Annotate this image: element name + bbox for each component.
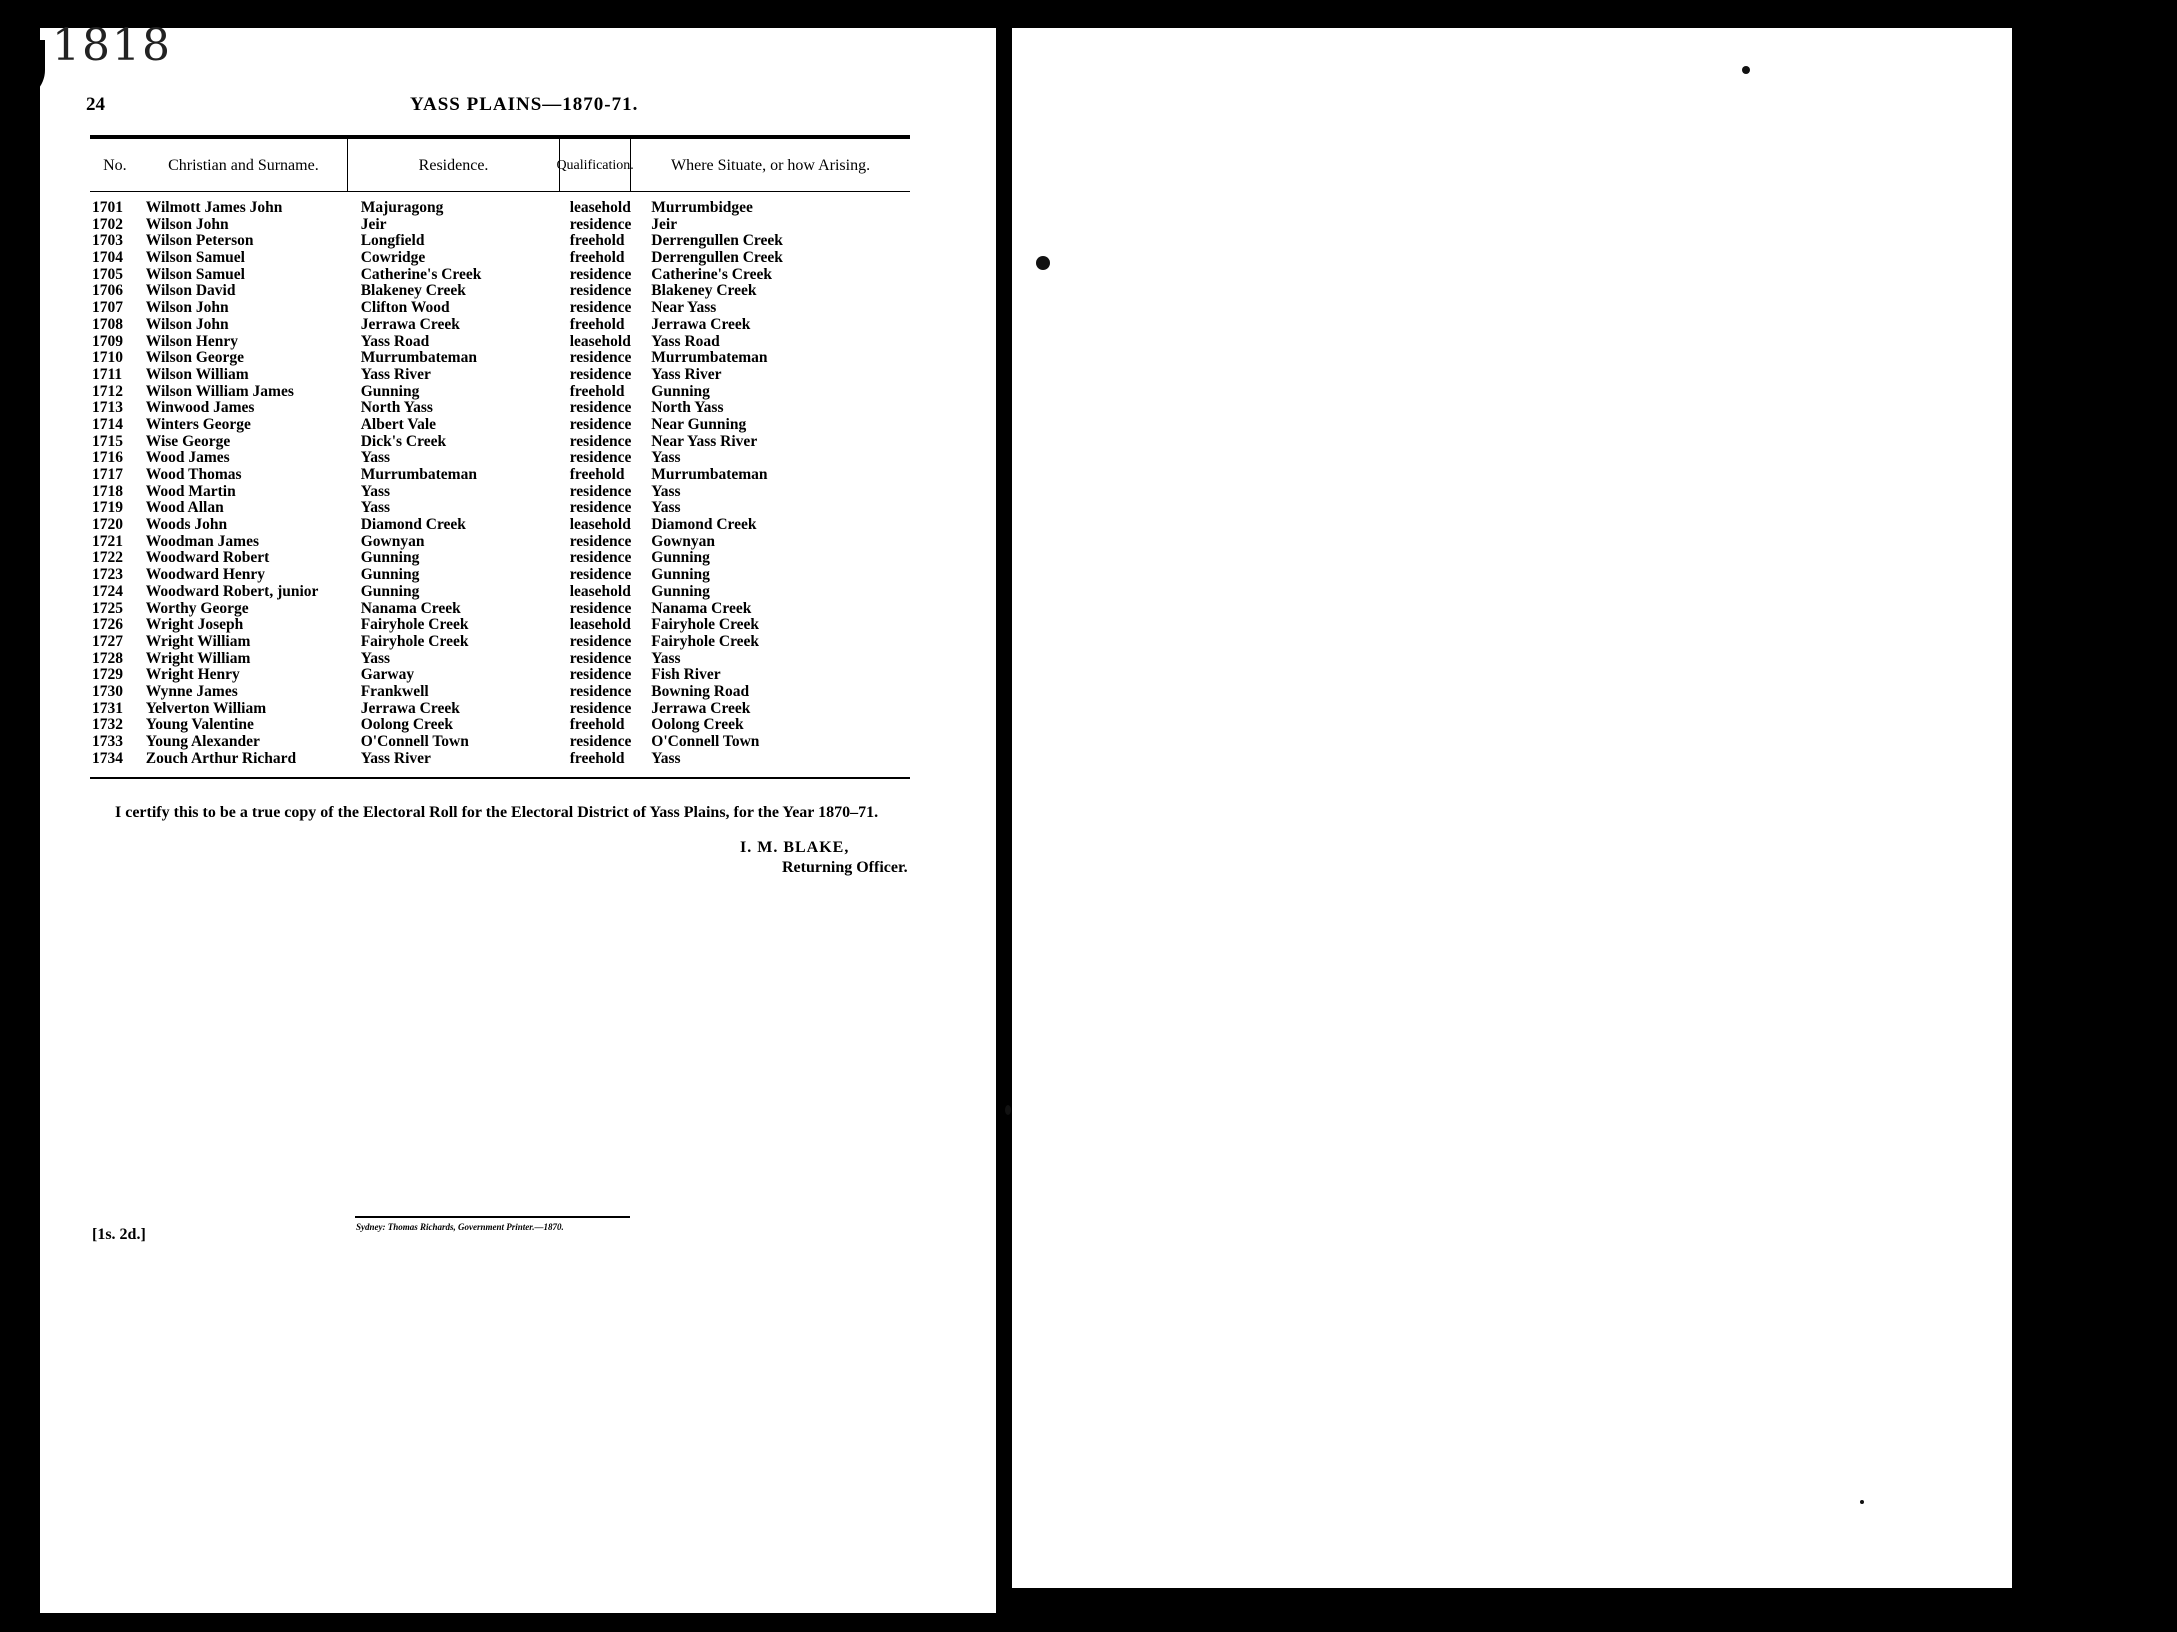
cell-qualification: freehold	[569, 717, 625, 734]
table-row	[90, 534, 910, 551]
cell-name: Wilson Peterson	[145, 233, 254, 250]
cell-qualification: residence	[569, 533, 632, 550]
cell-residence: Albert Vale	[360, 416, 437, 433]
cell-residence: Yass	[360, 483, 391, 500]
cell-residence: Yass	[360, 500, 391, 517]
cell-number: 1712	[92, 383, 123, 400]
column-header-name: Christian and Surname.	[140, 139, 348, 191]
table-row	[90, 200, 910, 217]
cell-name: Yelverton William	[145, 700, 267, 717]
cell-qualification: residence	[569, 450, 632, 467]
table-body	[90, 192, 910, 767]
cell-number: 1722	[92, 550, 123, 567]
archive-stamp-number: 1818	[52, 20, 172, 71]
printer-imprint: Sydney: Thomas Richards, Government Printer.—1870.	[356, 1222, 564, 1232]
cell-qualification: leasehold	[569, 617, 631, 634]
cell-name: Wilson Samuel	[145, 250, 245, 267]
cell-name: Wood Thomas	[145, 467, 242, 483]
table-row	[90, 651, 910, 668]
table-bottom-rule	[90, 777, 910, 779]
cell-name: Woodward Robert	[145, 550, 270, 567]
table-row	[90, 334, 910, 351]
cell-qualification: freehold	[569, 316, 625, 333]
cell-number: 1704	[92, 250, 123, 267]
cell-name: Wilson David	[145, 283, 236, 300]
cell-name: Wilson George	[145, 350, 245, 367]
table-row	[90, 467, 910, 484]
table-row	[90, 717, 910, 734]
ink-speck	[1036, 256, 1050, 270]
cell-residence: Diamond Creek	[360, 517, 466, 534]
cell-qualification: leasehold	[569, 583, 631, 600]
cell-where-situate: Murrumbateman	[651, 350, 768, 367]
cell-residence: Gunning	[360, 550, 420, 567]
cell-where-situate: Gunning	[651, 550, 710, 567]
cell-number: 1718	[92, 483, 123, 500]
table-row	[90, 267, 910, 284]
cell-name: Worthy George	[145, 600, 249, 617]
cell-name: Wilson John	[145, 316, 229, 333]
cell-name: Wilson Samuel	[145, 266, 245, 283]
cell-residence: Oolong Creek	[360, 717, 453, 734]
cell-residence: Yass River	[360, 366, 431, 383]
cell-qualification: leasehold	[569, 200, 631, 216]
cell-qualification: freehold	[569, 383, 625, 400]
cell-where-situate: Gunning	[651, 383, 710, 400]
cell-number: 1711	[92, 366, 123, 383]
cell-number: 1702	[92, 216, 123, 233]
cell-qualification: residence	[569, 433, 632, 450]
cell-where-situate: Derrengullen Creek	[651, 233, 783, 250]
cell-qualification: residence	[569, 350, 632, 367]
table-row	[90, 701, 910, 718]
cell-name: Winwood James	[145, 400, 255, 417]
table-row	[90, 517, 910, 534]
cell-where-situate: Oolong Creek	[651, 717, 744, 734]
table-row	[90, 434, 910, 451]
cell-qualification: residence	[569, 266, 632, 283]
cell-qualification: residence	[569, 600, 632, 617]
cell-residence: Yass Road	[360, 333, 430, 350]
cell-qualification: residence	[569, 567, 632, 584]
table-row	[90, 684, 910, 701]
cell-where-situate: Nanama Creek	[651, 600, 752, 617]
cell-number: 1732	[92, 717, 123, 734]
cell-residence: Gunning	[360, 567, 420, 584]
cell-where-situate: Fairyhole Creek	[651, 617, 760, 634]
cell-qualification: leasehold	[569, 517, 631, 534]
cell-number: 1724	[92, 583, 123, 600]
table-row	[90, 450, 910, 467]
table-header	[90, 139, 910, 192]
cell-residence: Catherine's Creek	[360, 266, 482, 283]
page-title: YASS PLAINS—1870-71.	[410, 94, 639, 115]
table-row	[90, 300, 910, 317]
cell-number: 1716	[92, 450, 123, 467]
cell-where-situate: Near Gunning	[651, 416, 747, 433]
cell-number: 1726	[92, 617, 123, 634]
cell-qualification: residence	[569, 650, 632, 667]
cell-where-situate: Near Yass River	[651, 433, 758, 450]
cell-where-situate: Yass	[651, 750, 681, 767]
cell-number: 1723	[92, 567, 123, 584]
cell-name: Wilson William James	[145, 383, 294, 400]
cell-name: Wilson William	[145, 366, 249, 383]
cell-residence: Frankwell	[360, 683, 429, 700]
column-header-residence: Residence.	[348, 139, 560, 191]
cell-number: 1721	[92, 533, 123, 550]
cell-residence: Dick's Creek	[360, 433, 447, 450]
price-notice: [1s. 2d.]	[92, 1226, 146, 1243]
cell-residence: Gunning	[360, 583, 420, 600]
table-row	[90, 584, 910, 601]
cell-name: Wilson Henry	[145, 333, 239, 350]
cell-residence: Cowridge	[360, 250, 426, 267]
column-header-no: No.	[103, 156, 127, 174]
cell-residence: Longfield	[360, 233, 425, 250]
cell-where-situate: Yass	[651, 450, 681, 467]
cell-qualification: residence	[569, 300, 632, 317]
cell-name: Woods John	[145, 517, 228, 534]
cell-qualification: residence	[569, 633, 632, 650]
cell-residence: Majuragong	[360, 200, 444, 216]
imprint-rule	[355, 1216, 630, 1218]
cell-name: Wright Henry	[145, 667, 240, 684]
cell-residence: Gunning	[360, 383, 420, 400]
cell-residence: Jeir	[360, 216, 387, 233]
cell-number: 1719	[92, 500, 123, 517]
cell-where-situate: Catherine's Creek	[651, 266, 772, 283]
cell-number: 1720	[92, 517, 123, 534]
table-row	[90, 217, 910, 234]
cell-where-situate: Gunning	[651, 583, 710, 600]
cell-name: Wright William	[145, 650, 251, 667]
cell-where-situate: Jerrawa Creek	[651, 316, 751, 333]
table-row	[90, 567, 910, 584]
cell-where-situate: Jerrawa Creek	[651, 700, 751, 717]
cell-residence: Nanama Creek	[360, 600, 461, 617]
cell-number: 1707	[92, 300, 123, 317]
table-row	[90, 384, 910, 401]
book-gutter	[996, 20, 1010, 1620]
table-row	[90, 283, 910, 300]
cell-name: Young Valentine	[145, 717, 254, 734]
cell-number: 1733	[92, 734, 123, 750]
cell-number: 1708	[92, 316, 123, 333]
cell-qualification: residence	[569, 283, 632, 300]
cell-name: Woodward Henry	[145, 567, 266, 584]
cell-where-situate: Yass Road	[651, 333, 720, 350]
certification-statement: I certify this to be a true copy of the Electoral Roll for the Electoral District of Yass Plains, for the Year 1870–71.	[115, 804, 879, 821]
cell-name: Wilmott James John	[145, 200, 283, 216]
cell-where-situate: Gownyan	[651, 533, 716, 550]
cell-where-situate: Blakeney Creek	[651, 283, 757, 300]
cell-qualification: residence	[569, 366, 632, 383]
cell-where-situate: Bowning Road	[651, 683, 750, 700]
cell-number: 1706	[92, 283, 123, 300]
corner-ink-blot	[0, 40, 45, 100]
cell-name: Wise George	[145, 433, 231, 450]
table-row	[90, 417, 910, 434]
cell-residence: Yass	[360, 450, 391, 467]
cell-name: Wilson John	[145, 216, 229, 233]
cell-qualification: freehold	[569, 250, 625, 267]
cell-name: Wynne James	[145, 683, 238, 700]
cell-name: Young Alexander	[145, 734, 260, 750]
cell-name: Wood Martin	[145, 483, 236, 500]
table-row	[90, 667, 910, 684]
table-row	[90, 500, 910, 517]
ink-speck	[1860, 1500, 1864, 1504]
cell-number: 1729	[92, 667, 123, 684]
cell-name: Zouch Arthur Richard	[145, 750, 297, 767]
cell-number: 1709	[92, 333, 123, 350]
cell-number: 1727	[92, 633, 123, 650]
table-row	[90, 317, 910, 334]
cell-residence: Murrumbateman	[360, 467, 477, 483]
cell-residence: Jerrawa Creek	[360, 700, 460, 717]
cell-where-situate: Yass	[651, 483, 681, 500]
cell-name: Wright Joseph	[145, 617, 244, 634]
page-number: 24	[86, 94, 105, 115]
cell-number: 1725	[92, 600, 123, 617]
cell-name: Wilson John	[145, 300, 229, 317]
cell-qualification: residence	[569, 416, 632, 433]
running-head	[80, 94, 920, 124]
table-row	[90, 634, 910, 651]
cell-number: 1713	[92, 400, 123, 417]
cell-number: 1728	[92, 650, 123, 667]
cell-residence: North Yass	[360, 400, 433, 417]
cell-number: 1731	[92, 700, 123, 717]
table-row	[90, 233, 910, 250]
cell-name: Woodman James	[145, 533, 259, 550]
cell-residence: Garway	[360, 667, 415, 684]
table-row	[90, 751, 910, 768]
cell-where-situate: Diamond Creek	[651, 517, 757, 534]
cell-qualification: freehold	[569, 750, 625, 767]
cell-residence: Yass River	[360, 750, 431, 767]
cell-qualification: residence	[569, 667, 632, 684]
cell-residence: Murrumbateman	[360, 350, 477, 367]
column-header-where-situate: Where Situate, or how Arising.	[671, 156, 871, 174]
ink-speck	[1742, 66, 1750, 74]
table-row	[90, 484, 910, 501]
cell-residence: Jerrawa Creek	[360, 316, 460, 333]
table-row	[90, 367, 910, 384]
table-row	[90, 400, 910, 417]
cell-name: Wood James	[145, 450, 230, 467]
cell-qualification: residence	[569, 683, 632, 700]
cell-qualification: residence	[569, 216, 632, 233]
signatory-name: I. M. BLAKE,	[740, 839, 850, 856]
cell-name: Winters George	[145, 416, 251, 433]
table-row	[90, 550, 910, 567]
cell-residence: Clifton Wood	[360, 300, 450, 317]
cell-number: 1734	[92, 750, 123, 767]
cell-qualification: residence	[569, 700, 632, 717]
table-row	[90, 601, 910, 618]
cell-qualification: residence	[569, 734, 632, 750]
column-header-qualification: Qualification.	[560, 139, 631, 191]
cell-qualification: residence	[569, 400, 632, 417]
cell-where-situate: Jeir	[651, 216, 678, 233]
left-edge-shadow	[0, 1225, 28, 1565]
cell-where-situate: Yass	[651, 650, 681, 667]
cell-where-situate: Murrumbateman	[651, 467, 768, 483]
cell-where-situate: Derrengullen Creek	[651, 250, 783, 267]
cell-qualification: residence	[569, 483, 632, 500]
cell-number: 1705	[92, 266, 123, 283]
cell-residence: Fairyhole Creek	[360, 617, 469, 634]
cell-number: 1703	[92, 233, 123, 250]
table-row	[90, 250, 910, 267]
cell-residence: Yass	[360, 650, 391, 667]
cell-name: Wright William	[145, 633, 251, 650]
cell-where-situate: Yass	[651, 500, 681, 517]
cell-qualification: leasehold	[569, 333, 631, 350]
table-row	[90, 350, 910, 367]
cell-residence: O'Connell Town	[360, 734, 469, 750]
table-row	[90, 734, 910, 751]
cell-where-situate: O'Connell Town	[651, 734, 760, 750]
electoral-roll-table	[90, 135, 910, 779]
cell-number: 1701	[92, 200, 123, 216]
cell-number: 1715	[92, 433, 123, 450]
cell-qualification: freehold	[569, 467, 625, 483]
cell-number: 1710	[92, 350, 123, 367]
right-page-blank	[1012, 28, 2012, 1588]
cell-where-situate: Fairyhole Creek	[651, 633, 760, 650]
cell-name: Wood Allan	[145, 500, 224, 517]
cell-qualification: freehold	[569, 233, 625, 250]
cell-number: 1730	[92, 683, 123, 700]
ink-speck	[1005, 1105, 1011, 1115]
signature-block	[740, 838, 908, 878]
cell-number: 1717	[92, 467, 123, 483]
cell-qualification: residence	[569, 550, 632, 567]
cell-where-situate: Fish River	[651, 667, 721, 684]
cell-residence: Gownyan	[360, 533, 425, 550]
cell-where-situate: Murrumbidgee	[651, 200, 753, 216]
cell-number: 1714	[92, 416, 123, 433]
table-row	[90, 617, 910, 634]
cell-qualification: residence	[569, 500, 632, 517]
cell-where-situate: North Yass	[651, 400, 724, 417]
signatory-title: Returning Officer.	[782, 859, 908, 876]
cell-where-situate: Yass River	[651, 366, 722, 383]
cell-residence: Blakeney Creek	[360, 283, 466, 300]
cell-name: Woodward Robert, junior	[145, 583, 319, 600]
cell-residence: Fairyhole Creek	[360, 633, 469, 650]
cell-where-situate: Near Yass	[651, 300, 717, 317]
cell-where-situate: Gunning	[651, 567, 710, 584]
